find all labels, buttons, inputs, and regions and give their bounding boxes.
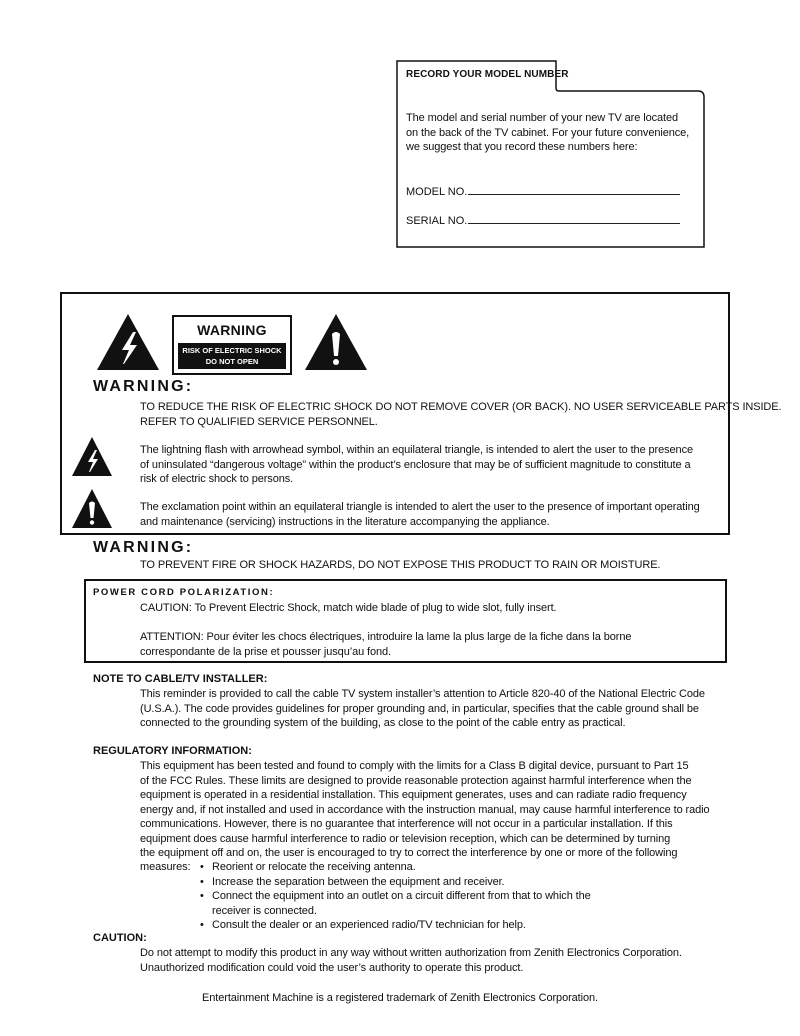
lightning-line: risk of electric shock to persons. xyxy=(140,473,294,485)
warning-label-title: WARNING xyxy=(197,322,267,338)
caution-line: Unauthorized modification could void the user’s authority to operate this product. xyxy=(140,961,524,974)
caution-heading: CAUTION: xyxy=(93,932,147,944)
warning-line: TO REDUCE THE RISK OF ELECTRIC SHOCK DO NOT REMOVE COVER (OR BACK). NO USER SERVICEABLE PARTS INSIDE. xyxy=(140,401,782,413)
regulatory-line: communications. However, there is no guarantee that interference will not occur in a particular installation. If this xyxy=(140,818,673,830)
list-item: • Increase the separation between the equipment and receiver. xyxy=(200,875,591,890)
list-item: • Consult the dealer or an experienced radio/TV technician for help. xyxy=(200,918,591,933)
record-model-number-box xyxy=(396,60,706,248)
measures-list xyxy=(200,860,591,933)
warning-text xyxy=(140,400,781,429)
lightning-line: of uninsulated “dangerous voltage” within the product’s enclosure that may be of sufficient magnitude to constitute a xyxy=(140,458,691,471)
record-line: we suggest that you record these numbers here: xyxy=(406,141,638,153)
attention-line: correspondante de la prise et pousser jusqu’au fond. xyxy=(140,645,392,658)
warning-label-box xyxy=(172,315,292,375)
regulatory-line: equipment does cause harmful interference to radio or television reception, which can be determined by turning xyxy=(140,832,671,845)
lightning-line: The lightning flash with arrowhead symbol, within an equilateral triangle, is intended to alert the user to the presence xyxy=(140,444,693,456)
attention-line: ATTENTION: Pour éviter les chocs électriques, introduire la lame la plus large de la fiche dans la borne xyxy=(140,631,632,643)
regulatory-line: This equipment has been tested and found to comply with the limits for a Class B digital device, pursuant to Part 15 xyxy=(140,760,689,772)
serial-number-label: SERIAL NO. xyxy=(406,215,468,227)
warning-line: REFER TO QUALIFIED SERVICE PERSONNEL. xyxy=(140,415,378,428)
exclamation-explanation xyxy=(140,500,700,529)
list-item xyxy=(200,889,591,918)
measure-text-continued: receiver is connected. xyxy=(212,904,317,917)
polarization-caution: CAUTION: To Prevent Electric Shock, match wide blade of plug to wide slot, fully insert. xyxy=(140,602,557,614)
caution-line: Do not attempt to modify this product in any way without written authorization from Zenith Electronics Corporation. xyxy=(140,947,682,959)
regulatory-line: the equipment off and on, the user is encouraged to try to correct the interference by one or more of the following xyxy=(140,847,678,859)
record-line: The model and serial number of your new TV are located xyxy=(406,112,678,124)
list-item: • Reorient or relocate the receiving antenna. xyxy=(200,860,591,875)
regulatory-line: equipment is operated in a residential installation. This equipment generates, uses and can radiate radio frequency xyxy=(140,789,687,801)
cable-installer-heading: NOTE TO CABLE/TV INSTALLER: xyxy=(93,673,268,685)
measure-text: Connect the equipment into an outlet on a circuit different from that to which the xyxy=(212,890,591,902)
regulatory-heading: REGULATORY INFORMATION: xyxy=(93,745,252,757)
warning-label-line: DO NOT OPEN xyxy=(205,357,259,366)
trademark-notice: Entertainment Machine is a registered trademark of Zenith Electronics Corporation. xyxy=(202,992,598,1004)
lightning-triangle-icon xyxy=(95,312,161,372)
measures-label: measures: xyxy=(140,861,191,873)
record-box-body xyxy=(406,111,706,155)
polarization-heading: POWER CORD POLARIZATION: xyxy=(93,587,275,598)
cable-line: connected to the grounding system of the building, as close to the point of the cable entry as practical. xyxy=(140,717,626,729)
exclamation-triangle-icon xyxy=(71,488,113,530)
regulatory-line: energy and, if not installed and used in accordance with the instruction manual, may cause harmful interference to radio xyxy=(140,803,710,816)
warning-label-band xyxy=(178,343,286,369)
fire-shock-warning: TO PREVENT FIRE OR SHOCK HAZARDS, DO NOT EXPOSE THIS PRODUCT TO RAIN OR MOISTURE. xyxy=(140,559,661,571)
exclamation-line: The exclamation point within an equilateral triangle is intended to alert the user to the presence of important operating xyxy=(140,501,700,513)
regulatory-text xyxy=(140,759,710,861)
regulatory-line: of the FCC Rules. These limits are designed to provide reasonable protection against harmful interference when the xyxy=(140,774,692,787)
model-number-label: MODEL NO. xyxy=(406,186,468,198)
serial-number-blank[interactable] xyxy=(468,213,680,224)
lightning-explanation xyxy=(140,443,693,487)
warning-heading: WARNING: xyxy=(93,378,194,395)
serial-number-field xyxy=(406,213,680,227)
model-number-blank[interactable] xyxy=(468,184,680,195)
cable-line: This reminder is provided to call the cable TV system installer’s attention to Article 820-40 of the National Electric Code xyxy=(140,688,705,700)
polarization-attention xyxy=(140,630,631,659)
model-number-field xyxy=(406,184,680,198)
warning-heading: WARNING: xyxy=(93,539,194,556)
warning-label-line: RISK OF ELECTRIC SHOCK xyxy=(182,346,282,355)
record-line: on the back of the TV cabinet. For your future convenience, xyxy=(406,126,690,139)
exclamation-triangle-icon xyxy=(303,312,369,372)
record-box-title: RECORD YOUR MODEL NUMBER xyxy=(406,69,569,80)
lightning-triangle-icon xyxy=(71,436,113,478)
cable-line: (U.S.A.). The code provides guidelines for proper grounding and, in particular, specifies that the cable ground shall be xyxy=(140,702,699,715)
caution-text xyxy=(140,946,682,975)
cable-installer-text xyxy=(140,687,705,731)
exclamation-line: and maintenance (servicing) instructions in the literature accompanying the appliance. xyxy=(140,515,550,528)
